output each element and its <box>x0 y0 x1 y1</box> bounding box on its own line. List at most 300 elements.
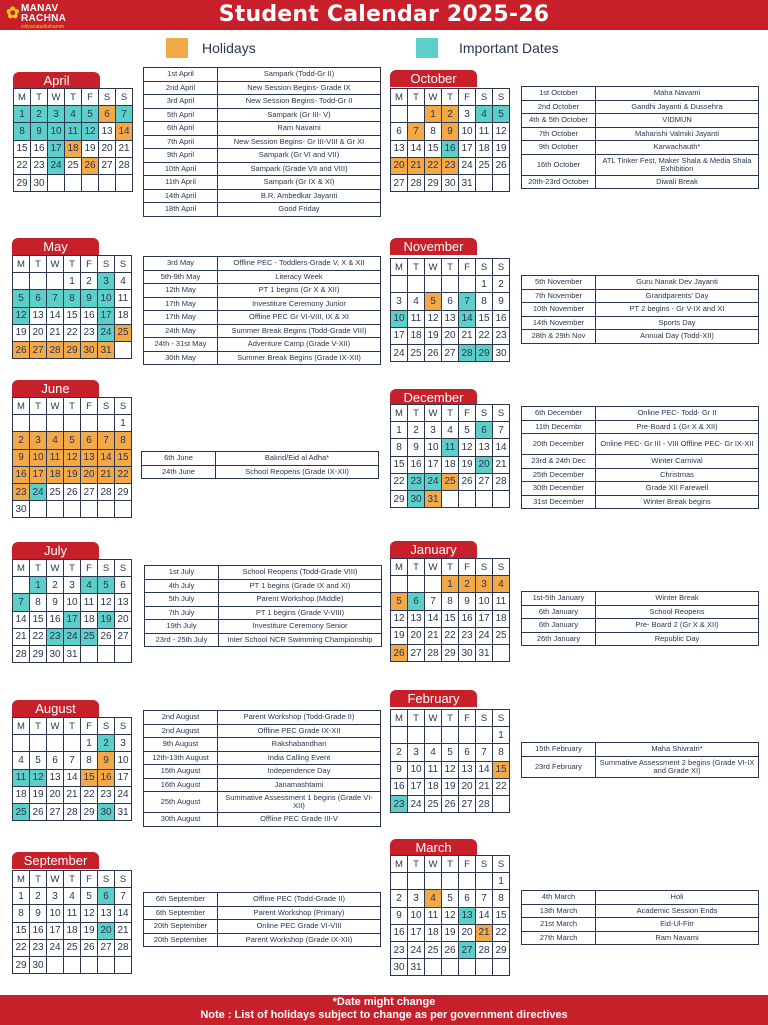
event-date: 21st March <box>522 918 596 932</box>
day-cell: 22 <box>493 778 510 795</box>
event-date: 10th April <box>144 162 218 176</box>
event-description: PT 2 begins - Gr V-IX and XI <box>596 303 759 317</box>
day-cell: 24 <box>408 795 425 812</box>
day-cell: 26 <box>425 344 442 361</box>
event-description: Sampark (Grade VII and VIII) <box>218 162 381 176</box>
day-cell: 22 <box>81 786 98 803</box>
day-cell: 24 <box>408 941 425 958</box>
event-description: Christmas <box>596 468 759 482</box>
day-cell: 13 <box>115 594 132 611</box>
event-description: New Session Begins- Gr III-VIII & Gr XI <box>218 135 381 149</box>
day-cell: 12 <box>391 610 408 627</box>
day-cell: 22 <box>30 628 47 645</box>
event-row <box>144 68 381 82</box>
day-cell: 12 <box>82 123 99 140</box>
day-cell: 15 <box>64 307 81 324</box>
event-description: Summative Assessment 1 begins (Grade VI-XII) <box>218 792 381 813</box>
day-cell: 24 <box>64 628 81 645</box>
day-cell: 8 <box>64 290 81 307</box>
empty-cell <box>98 415 115 432</box>
empty-cell <box>442 490 459 507</box>
empty-cell <box>425 727 442 744</box>
events-may <box>143 256 381 365</box>
day-cell: 10 <box>48 123 65 140</box>
calendar-may <box>12 255 132 359</box>
month-title-apr: April <box>13 72 100 89</box>
day-cell: 2 <box>13 432 30 449</box>
event-description: Grandparents' Day <box>596 289 759 303</box>
day-cell: 4 <box>425 890 442 907</box>
empty-cell <box>115 341 132 358</box>
page-title: Student Calendar 2025-26 <box>218 2 550 27</box>
day-cell: 10 <box>476 593 493 610</box>
day-cell: 25 <box>65 157 82 174</box>
day-cell: 9 <box>493 293 510 310</box>
event-row <box>522 154 759 175</box>
empty-cell <box>13 577 30 594</box>
empty-cell <box>493 490 510 507</box>
weekday-label: M <box>13 871 30 888</box>
event-date: 1st April <box>144 68 218 82</box>
day-cell: 4 <box>493 576 510 593</box>
event-description: Summative Assessment 2 begins (Grade VI-IX and Grade XI) <box>596 756 759 777</box>
day-cell: 30 <box>408 490 425 507</box>
event-description: Gandhi Jayanti & Dussehra <box>596 100 759 114</box>
day-cell: 3 <box>391 293 408 310</box>
weekday-label: W <box>425 559 442 576</box>
day-cell: 9 <box>391 907 408 924</box>
events-mar <box>521 890 759 945</box>
empty-cell <box>493 795 510 812</box>
day-cell: 13 <box>391 140 408 157</box>
event-date: 30th December <box>522 482 596 496</box>
day-cell: 8 <box>13 905 30 922</box>
event-date: 23rd & 24th Dec <box>522 455 596 469</box>
event-description: New Session Begins- Grade IX <box>218 81 381 95</box>
empty-cell <box>47 501 64 518</box>
day-cell: 19 <box>442 778 459 795</box>
empty-cell <box>98 645 115 662</box>
day-cell: 14 <box>459 310 476 327</box>
day-cell: 1 <box>115 415 132 432</box>
day-cell: 23 <box>493 327 510 344</box>
weekday-label: S <box>493 856 510 873</box>
events-nov <box>521 275 759 344</box>
weekday-label: T <box>442 559 459 576</box>
day-cell: 24 <box>476 627 493 644</box>
weekday-label: S <box>476 89 493 106</box>
weekday-label: M <box>391 405 408 422</box>
calendar-nov <box>390 258 510 362</box>
day-cell: 29 <box>13 956 30 973</box>
day-cell: 29 <box>493 941 510 958</box>
day-cell: 1 <box>13 888 30 905</box>
weekday-label: T <box>408 89 425 106</box>
event-date: 13th March <box>522 904 596 918</box>
empty-cell <box>476 490 493 507</box>
event-description: Independence Day <box>218 765 381 779</box>
event-description: Holi <box>596 891 759 905</box>
day-cell: 5 <box>13 290 30 307</box>
weekday-label: S <box>115 871 132 888</box>
day-cell: 11 <box>408 310 425 327</box>
day-cell: 7 <box>493 422 510 439</box>
month-title-aug: August <box>12 700 99 717</box>
weekday-label: M <box>391 710 408 727</box>
day-cell: 29 <box>64 341 81 358</box>
day-cell: 16 <box>408 456 425 473</box>
weekday-label: S <box>476 559 493 576</box>
day-cell: 1 <box>493 873 510 890</box>
day-cell: 12 <box>442 907 459 924</box>
events-apr <box>143 67 381 217</box>
weekday-label: F <box>81 398 98 415</box>
empty-cell <box>115 501 132 518</box>
day-cell: 4 <box>115 273 132 290</box>
day-cell: 29 <box>115 483 132 500</box>
calendar-dec <box>390 404 510 508</box>
day-cell: 18 <box>476 140 493 157</box>
day-cell: 6 <box>391 123 408 140</box>
event-date: 11th Decembr <box>522 420 596 434</box>
day-cell: 5 <box>493 106 510 123</box>
empty-cell <box>425 576 442 593</box>
event-description: Sampark (Gr VI and VII) <box>218 149 381 163</box>
day-cell: 1 <box>30 577 47 594</box>
event-date: 20th September <box>144 933 218 947</box>
weekday-label: F <box>81 560 98 577</box>
empty-cell <box>48 174 65 191</box>
day-cell: 24 <box>98 324 115 341</box>
day-cell: 31 <box>408 959 425 976</box>
day-cell: 2 <box>81 273 98 290</box>
event-description: New Session Begins- Todd-Gr II <box>218 95 381 109</box>
event-description: Summer Break Begins (Todd-Grade VIII) <box>218 324 381 338</box>
event-date: 14th November <box>522 316 596 330</box>
calendar-sep <box>12 870 132 974</box>
day-cell: 7 <box>408 123 425 140</box>
day-cell: 14 <box>116 123 133 140</box>
event-row <box>522 141 759 155</box>
month-title-dec: December <box>390 389 477 406</box>
empty-cell <box>408 727 425 744</box>
day-cell: 11 <box>476 123 493 140</box>
event-row <box>522 918 759 932</box>
day-cell: 31 <box>476 644 493 661</box>
event-row <box>145 620 382 634</box>
day-cell: 16 <box>442 140 459 157</box>
event-row <box>142 465 379 479</box>
empty-cell <box>30 735 47 752</box>
day-cell: 2 <box>459 576 476 593</box>
day-cell: 17 <box>408 778 425 795</box>
day-cell: 1 <box>442 576 459 593</box>
weekday-label: S <box>493 405 510 422</box>
day-cell: 5 <box>459 422 476 439</box>
event-row <box>144 162 381 176</box>
day-cell: 3 <box>98 273 115 290</box>
weekday-label: T <box>442 710 459 727</box>
day-cell: 19 <box>64 466 81 483</box>
day-cell: 13 <box>459 761 476 778</box>
empty-cell <box>476 174 493 191</box>
event-date: 7th July <box>145 606 219 620</box>
event-row <box>522 495 759 509</box>
calendar-oct <box>390 88 510 192</box>
event-description: Maha Shivratri* <box>596 743 759 757</box>
event-row <box>522 303 759 317</box>
calendar-jun <box>12 397 132 518</box>
day-cell: 9 <box>13 449 30 466</box>
event-row <box>144 738 381 752</box>
day-cell: 17 <box>391 327 408 344</box>
day-cell: 5 <box>442 890 459 907</box>
event-date: 6th January <box>522 619 596 633</box>
event-row <box>145 566 382 580</box>
weekday-label: T <box>64 871 81 888</box>
day-cell: 14 <box>493 439 510 456</box>
empty-cell <box>47 273 64 290</box>
day-cell: 3 <box>48 106 65 123</box>
day-cell: 6 <box>99 106 116 123</box>
event-date: 16th October <box>522 154 596 175</box>
day-cell: 8 <box>425 123 442 140</box>
event-date: 20th September <box>144 920 218 934</box>
event-date: 20th December <box>522 434 596 455</box>
day-cell: 29 <box>81 803 98 820</box>
event-description: School Reopens <box>596 605 759 619</box>
day-cell: 24 <box>48 157 65 174</box>
day-cell: 13 <box>99 123 116 140</box>
event-date: 5th November <box>522 276 596 290</box>
day-cell: 30 <box>30 956 47 973</box>
day-cell: 15 <box>81 769 98 786</box>
day-cell: 30 <box>442 174 459 191</box>
event-row <box>144 81 381 95</box>
event-description: Annual Day (Todd-XII) <box>596 330 759 344</box>
calendar-feb <box>390 709 510 813</box>
day-cell: 22 <box>493 924 510 941</box>
event-date: 24th June <box>142 465 216 479</box>
day-cell: 7 <box>476 744 493 761</box>
day-cell: 27 <box>98 939 115 956</box>
day-cell: 19 <box>82 140 99 157</box>
day-cell: 3 <box>476 576 493 593</box>
weekday-label: T <box>442 259 459 276</box>
day-cell: 25 <box>442 473 459 490</box>
event-description: Karwachauth* <box>596 141 759 155</box>
day-cell: 3 <box>30 432 47 449</box>
day-cell: 16 <box>459 610 476 627</box>
event-date: 5th July <box>145 593 219 607</box>
event-description: School Reopens (Todd-Grade VIII) <box>219 566 382 580</box>
day-cell: 25 <box>13 803 30 820</box>
day-cell: 2 <box>98 735 115 752</box>
day-cell: 25 <box>64 939 81 956</box>
empty-cell <box>442 873 459 890</box>
day-cell: 23 <box>442 157 459 174</box>
event-row <box>522 127 759 141</box>
weekday-label: F <box>81 871 98 888</box>
event-date: 26th January <box>522 632 596 646</box>
day-cell: 8 <box>493 744 510 761</box>
event-row <box>522 289 759 303</box>
day-cell: 19 <box>30 786 47 803</box>
event-date: 24th - 31st May <box>144 338 218 352</box>
day-cell: 28 <box>98 483 115 500</box>
event-date: 19th July <box>145 620 219 634</box>
day-cell: 3 <box>408 744 425 761</box>
event-date: 6th September <box>144 906 218 920</box>
empty-cell <box>408 873 425 890</box>
day-cell: 16 <box>493 310 510 327</box>
day-cell: 18 <box>13 786 30 803</box>
event-description: Janamashtami <box>218 778 381 792</box>
event-row <box>144 751 381 765</box>
day-cell: 22 <box>442 627 459 644</box>
event-description: Guru Nanak Dev Jayanti <box>596 276 759 290</box>
day-cell: 13 <box>98 905 115 922</box>
day-cell: 4 <box>476 106 493 123</box>
event-date: 6th June <box>142 452 216 466</box>
day-cell: 23 <box>47 628 64 645</box>
day-cell: 28 <box>425 644 442 661</box>
day-cell: 24 <box>459 157 476 174</box>
day-cell: 29 <box>476 344 493 361</box>
day-cell: 30 <box>47 645 64 662</box>
event-date: 2nd August <box>144 724 218 738</box>
day-cell: 22 <box>64 324 81 341</box>
event-description: Parent Workshop (Todd-Grade II) <box>218 711 381 725</box>
event-date: 17th May <box>144 297 218 311</box>
event-date: 2nd April <box>144 81 218 95</box>
day-cell: 21 <box>493 456 510 473</box>
day-cell: 27 <box>115 628 132 645</box>
day-cell: 25 <box>425 941 442 958</box>
event-date: 5th April <box>144 108 218 122</box>
day-cell: 1 <box>391 422 408 439</box>
month-title-nov: November <box>390 238 477 255</box>
event-row <box>144 284 381 298</box>
day-cell: 5 <box>30 752 47 769</box>
weekday-label: S <box>98 718 115 735</box>
event-row <box>145 593 382 607</box>
day-cell: 15 <box>493 761 510 778</box>
day-cell: 9 <box>442 123 459 140</box>
event-description: Offline PEC (Todd-Grade II) <box>218 893 381 907</box>
event-date: 25th August <box>144 792 218 813</box>
day-cell: 17 <box>408 924 425 941</box>
calendar-jul <box>12 559 132 663</box>
weekday-label: W <box>48 89 65 106</box>
event-row <box>522 482 759 496</box>
events-sep <box>143 892 381 947</box>
event-row <box>522 468 759 482</box>
day-cell: 27 <box>99 157 116 174</box>
day-cell: 14 <box>476 907 493 924</box>
day-cell: 1 <box>14 106 31 123</box>
day-cell: 4 <box>65 106 82 123</box>
day-cell: 21 <box>116 140 133 157</box>
weekday-label: M <box>13 560 30 577</box>
day-cell: 9 <box>98 752 115 769</box>
day-cell: 16 <box>391 924 408 941</box>
event-date: 18th April <box>144 203 218 217</box>
event-row <box>522 455 759 469</box>
day-cell: 29 <box>14 174 31 191</box>
day-cell: 5 <box>98 577 115 594</box>
weekday-label: W <box>425 405 442 422</box>
event-description: Offline PEC - Toddlers-Grade V, X & XII <box>218 257 381 271</box>
event-row <box>522 87 759 101</box>
day-cell: 14 <box>98 449 115 466</box>
event-date: 4th March <box>522 891 596 905</box>
day-cell: 9 <box>459 593 476 610</box>
event-description: Parent Workshop (Grade IX-XII) <box>218 933 381 947</box>
day-cell: 31 <box>425 490 442 507</box>
day-cell: 27 <box>459 941 476 958</box>
day-cell: 21 <box>64 786 81 803</box>
event-date: 4th & 5th October <box>522 114 596 128</box>
weekday-label: F <box>459 405 476 422</box>
day-cell: 13 <box>408 610 425 627</box>
event-row <box>522 330 759 344</box>
event-description: Winter Break begins <box>596 495 759 509</box>
empty-cell <box>81 645 98 662</box>
empty-cell <box>493 959 510 976</box>
event-description: Literacy Week <box>218 270 381 284</box>
day-cell: 27 <box>459 795 476 812</box>
weekday-label: W <box>47 871 64 888</box>
weekday-label: T <box>64 718 81 735</box>
weekday-label: S <box>99 89 116 106</box>
footer-line-2: Note : List of holidays subject to change as per government directives <box>200 1009 568 1021</box>
day-cell: 11 <box>13 769 30 786</box>
event-description: Inter School NCR Swimming Championship <box>219 633 382 647</box>
event-row <box>145 633 382 647</box>
day-cell: 17 <box>425 456 442 473</box>
day-cell: 23 <box>13 483 30 500</box>
day-cell: 26 <box>459 473 476 490</box>
event-description: PT 1 begins (Gr X & XII) <box>218 284 381 298</box>
day-cell: 12 <box>13 307 30 324</box>
event-description: Good Friday <box>218 203 381 217</box>
weekday-label: S <box>476 405 493 422</box>
events-dec <box>521 406 759 509</box>
empty-cell <box>30 415 47 432</box>
day-cell: 22 <box>14 157 31 174</box>
empty-cell <box>391 873 408 890</box>
day-cell: 6 <box>47 752 64 769</box>
empty-cell <box>391 576 408 593</box>
day-cell: 20 <box>47 786 64 803</box>
empty-cell <box>47 735 64 752</box>
day-cell: 26 <box>30 803 47 820</box>
event-description: Sampark (Gr IX & XI) <box>218 176 381 190</box>
day-cell: 24 <box>425 473 442 490</box>
day-cell: 18 <box>81 611 98 628</box>
event-date: 11th April <box>144 176 218 190</box>
day-cell: 7 <box>476 890 493 907</box>
day-cell: 23 <box>98 786 115 803</box>
day-cell: 19 <box>425 327 442 344</box>
empty-cell <box>425 873 442 890</box>
event-description: PT 1 begins (Grade V-VIII) <box>219 606 382 620</box>
weekday-label: S <box>115 256 132 273</box>
day-cell: 29 <box>425 174 442 191</box>
day-cell: 1 <box>81 735 98 752</box>
weekday-label: S <box>493 710 510 727</box>
